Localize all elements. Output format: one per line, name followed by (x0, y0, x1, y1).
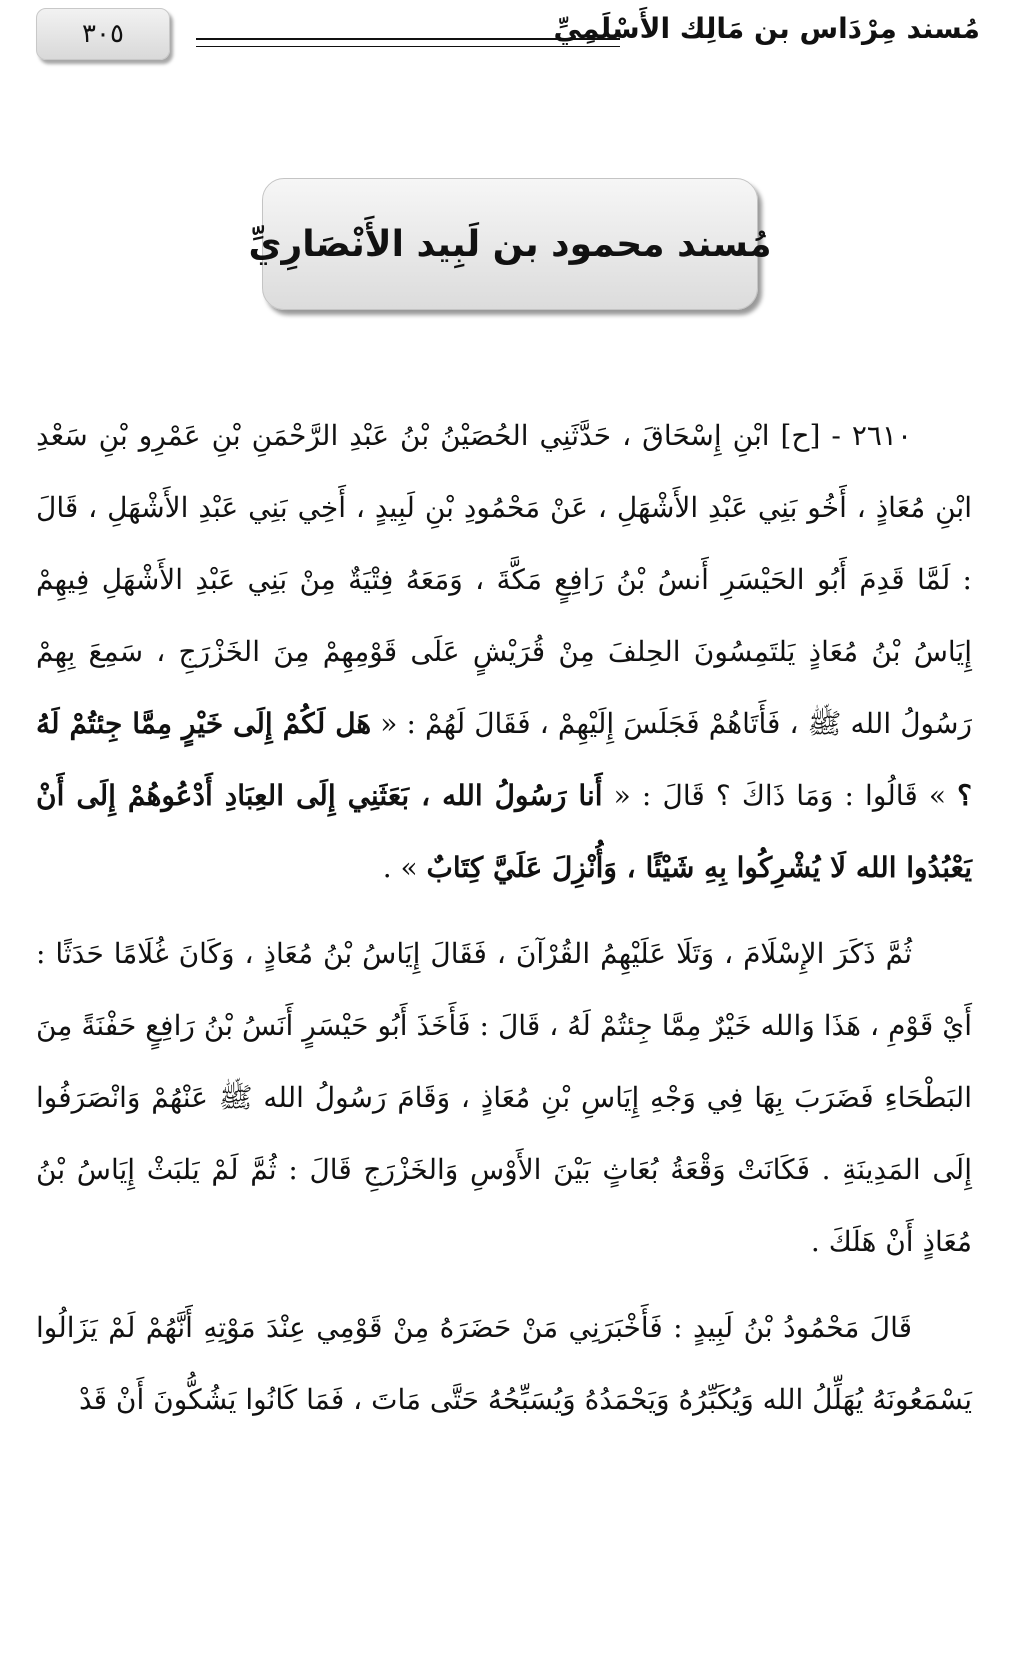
prophet-quote: هَل لَكُمْ إِلَى خَيْرٍ مِمَّا جِئتُمْ لَهُ ؟ (36, 707, 972, 812)
narration-text: » قَالُوا : وَمَا ذَاكَ ؟ قَالَ : « (613, 779, 946, 812)
body-text (36, 400, 972, 1450)
section-title-box (248, 178, 772, 310)
paragraph-3: قَالَ مَحْمُودُ بْنُ لَبِيدٍ : فَأَخْبَرَنِي مَنْ حَضَرَهُ مِنْ قَوْمِي عِنْدَ مَوْتِهِ أَنَّهُمْ لَمْ يَزَالُوا يَسْمَعُونَهُ يُهَلِّلُ الله وَيُكَبِّرُهُ وَيَحْمَدُهُ وَيُسَبِّحُهُ حَتَّى مَاتَ ، فَمَا كَانُوا يَشُكُّونَ أَنْ قَدْ (36, 1311, 972, 1416)
paragraph-hadith-2610 (36, 400, 972, 904)
running-title: مُسند مِرْدَاس بن مَالِك الأَسْلَمِيِّ (553, 12, 980, 45)
prophet-quote: أَنا رَسُولُ الله ، بَعَثَنِي إِلَى العِبَادِ أَدْعُوهُمْ إِلَى أَنْ يَعْبُدُوا الله لَا يُشْرِكُوا بِهِ شَيْئًا ، وَأُنْزِلَ عَلَيَّ كِتَابٌ (36, 779, 972, 884)
page-number: ٣٠٥ (82, 19, 124, 49)
section-title: مُسند محمود بن لَبِيد الأَنْصَارِيِّ (248, 223, 772, 265)
paragraph-2: ثُمَّ ذَكَرَ الإِسْلَامَ ، وَتَلَا عَلَيْهِمُ القُرْآنَ ، فَقَالَ إِيَاسُ بْنُ مُعَاذٍ ، وَكَانَ غُلَامًا حَدَثًا : أَيْ قَوْمِ ، هَذَا وَالله خَيْرٌ مِمَّا جِئتُمْ لَهُ ، قَالَ : فَأَخَذَ أَبُو حَيْسَرٍ أَنَسُ بْنُ رَافِعٍ حَفْنَةً مِنَ البَطْحَاءِ فَضَرَبَ بِهَا فِي وَجْهِ إِيَاسِ بْنِ مُعَاذٍ ، وَقَامَ رَسُولُ الله ﷺ عَنْهُمْ وَانْصَرَفُوا إِلَى المَدِينَةِ . فَكَانَتْ وَقْعَةُ بُعَاثٍ بَيْنَ الأَوْسِ وَالخَزْرَجِ قَالَ : ثُمَّ لَمْ يَلبَثْ إِيَاسُ بْنُ مُعَاذٍ أَنْ هَلَكَ . (36, 937, 972, 1258)
running-header (36, 8, 980, 64)
narration-text: ٢٦١٠ - [ح] ابْنِ إِسْحَاقَ ، حَدَّثَنِي الحُصَيْنُ بْنُ عَبْدِ الرَّحْمَنِ بْنِ عَمْرِو بْنِ سَعْدِ ابْنِ مُعَاذٍ ، أَخُو بَنِي عَبْدِ الأَشْهَلِ ، عَنْ مَحْمُودِ بْنِ لَبِيدٍ ، أَخِي بَنِي عَبْدِ الأَشْهَلِ ، قَالَ : لَمَّا قَدِمَ أَبُو الحَيْسَرِ أَنسُ بْنُ رَافِعٍ مَكَّةَ ، وَمَعَهُ فِتْيَةٌ مِنْ بَنِي عَبْدِ الأَشْهَلِ فِيهِمْ إِيَاسُ بْنُ مُعَاذٍ يَلتَمِسُونَ الحِلفَ مِنْ قُرَيْشٍ عَلَى قَوْمِهِمْ مِنَ الخَزْرَجِ ، سَمِعَ بِهِمْ رَسُولُ الله ﷺ ، فَأَتَاهُمْ فَجَلَسَ إِلَيْهِمْ ، فَقَالَ لَهُمْ : « (36, 419, 972, 740)
narration-text: » . (382, 851, 418, 884)
page-number-badge (36, 8, 170, 60)
